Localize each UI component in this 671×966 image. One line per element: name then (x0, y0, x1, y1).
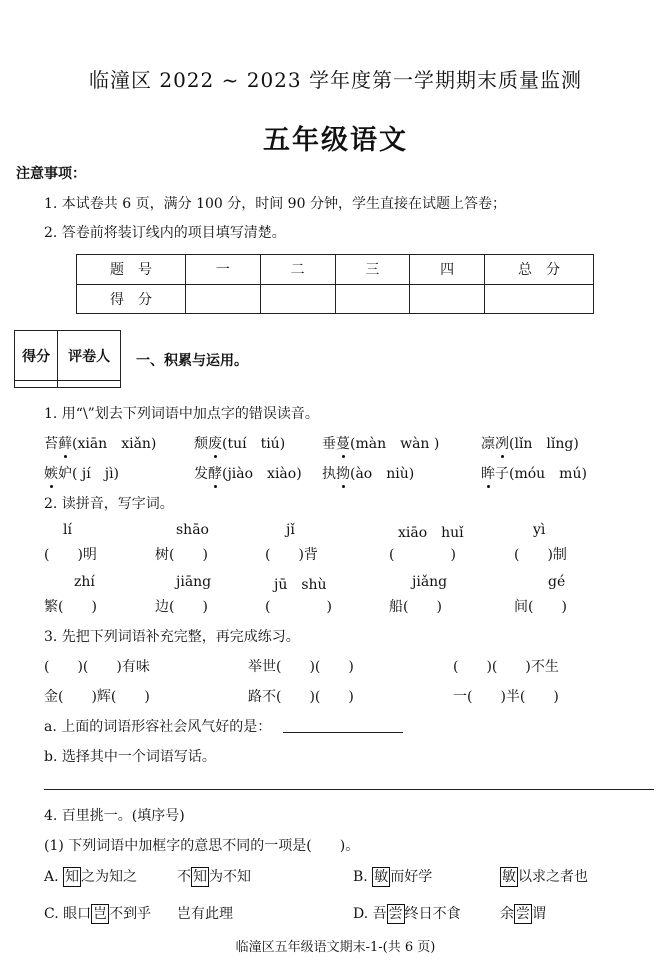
q4-option-b-2: 敏 以求之者也 (502, 869, 588, 885)
q3-blank-phrase[interactable]: 一( )半( ) (453, 689, 559, 705)
q2-blank[interactable]: 船( ) (389, 599, 442, 615)
score-cell[interactable] (335, 284, 410, 314)
q2-pinyin: lí (63, 522, 72, 538)
q2-blank[interactable]: ( )明 (44, 547, 97, 563)
q2-blank[interactable]: 繁( ) (44, 599, 97, 615)
q2-pinyin: jiǎng (412, 574, 448, 590)
grader-name-cell[interactable] (58, 381, 121, 388)
q3-b: b. 选择其中一个词语写话。 (44, 749, 216, 765)
q1-stem: 1. 用“\”划去下列词语中加点字的错误读音。 (44, 406, 319, 422)
q1-item: 眸子(móu mú) (481, 466, 587, 482)
score-header-cell: 二 (260, 255, 335, 285)
q2-pinyin: xiāo huǐ (398, 525, 464, 541)
q4-sub1: (1) 下列词语中加框字的意思不同的一项是( )。 (44, 838, 360, 854)
q2-pinyin: zhí (74, 574, 95, 590)
q3-a: a. 上面的词语形容社会风气好的是： (44, 719, 272, 735)
q4-option-c-2: 岂有此理 (177, 906, 233, 922)
q2-pinyin: yì (533, 522, 546, 538)
score-row-label: 得 分 (77, 284, 186, 314)
q2-blank[interactable]: 树( ) (155, 547, 208, 563)
score-header-cell: 四 (410, 255, 485, 285)
q2-pinyin: jǐ (286, 522, 295, 538)
score-value-row (77, 284, 594, 314)
score-header-cell: 总 分 (485, 255, 594, 285)
q3-blank-phrase[interactable]: 举世( )( ) (248, 659, 354, 675)
q2-blank[interactable]: ( ) (265, 599, 332, 615)
q1-item: 颓废(tuí tiú) (194, 436, 286, 452)
q2-pinyin: jū shù (274, 577, 327, 593)
q2-pinyin: gé (548, 574, 566, 590)
note-item-1: 1. 本试卷共 6 页，满分 100 分，时间 90 分钟，学生直接在试题上答卷； (44, 196, 506, 212)
score-cell[interactable] (186, 284, 261, 314)
q1-item: 发酵(jiào xiào) (194, 466, 302, 482)
score-cell[interactable] (260, 284, 335, 314)
exam-title: 临潼区 2022 ~ 2023 学年度第一学期期末质量监测 (89, 68, 582, 92)
score-cell[interactable] (485, 284, 594, 314)
q4-option-d-2: 余 尝 谓 (500, 906, 546, 922)
q1-item: 凛冽(lǐn lǐng) (481, 436, 579, 452)
q3-stem: 3. 先把下列词语补充完整，再完成练习。 (44, 629, 300, 645)
q2-blank[interactable]: ( ) (389, 547, 456, 563)
q4-stem: 4. 百里挑一。(填序号) (44, 808, 185, 824)
score-cell[interactable] (410, 284, 485, 314)
q2-pinyin: shāo (176, 522, 209, 538)
score-header-row (77, 255, 594, 285)
score-header-cell: 三 (335, 255, 410, 285)
notes-heading: 注意事项： (16, 166, 86, 182)
q4-option-b[interactable]: B. 敏 而好学 (353, 869, 433, 885)
q2-blank[interactable]: 边( ) (155, 599, 208, 615)
q4-option-c[interactable]: C. 眼口 岂 不到乎 (44, 906, 152, 922)
grader-name-label: 评卷人 (58, 331, 121, 381)
score-header-cell: 题 号 (77, 255, 186, 285)
q3-blank-phrase[interactable]: ( )( )有味 (44, 659, 150, 675)
page-footer: 临潼区五年级语文期末-1-(共 6 页) (235, 940, 436, 955)
q3-a-answer-line[interactable] (283, 732, 403, 733)
q2-blank[interactable]: ( )背 (265, 547, 318, 563)
grader-box (14, 330, 121, 388)
q1-item: 嫉妒( jí jì) (44, 466, 120, 482)
q4-option-a[interactable]: A. 知 之为知之 (44, 869, 138, 885)
q1-item: 执拗(ào niù) (322, 466, 415, 482)
exam-subtitle: 五年级语文 (263, 125, 408, 156)
q2-blank[interactable]: ( )制 (514, 547, 567, 563)
q3-blank-phrase[interactable]: ( )( )不生 (453, 659, 559, 675)
q2-pinyin: jiāng (176, 574, 212, 590)
q1-item: 垂蔓(màn wàn ) (322, 436, 440, 452)
score-table (76, 254, 594, 314)
section-1-heading: 一、积累与运用。 (136, 353, 248, 369)
q2-blank[interactable]: 间( ) (514, 599, 567, 615)
grader-score-label: 得分 (15, 331, 58, 381)
q3-b-answer-line[interactable] (44, 789, 654, 790)
q4-option-d[interactable]: D. 吾 尝 终日不食 (353, 906, 461, 922)
score-header-cell: 一 (186, 255, 261, 285)
q4-option-a-2: 不 知 为不知 (177, 869, 251, 885)
q3-blank-phrase[interactable]: 路不( )( ) (248, 689, 354, 705)
q3-blank-phrase[interactable]: 金( )辉( ) (44, 689, 150, 705)
note-item-2: 2. 答卷前将装订线内的项目填写清楚。 (44, 225, 286, 241)
q2-stem: 2. 读拼音，写字词。 (44, 496, 174, 512)
q1-item: 苔藓(xiān xiǎn) (44, 436, 157, 452)
grader-score-cell[interactable] (15, 381, 58, 388)
